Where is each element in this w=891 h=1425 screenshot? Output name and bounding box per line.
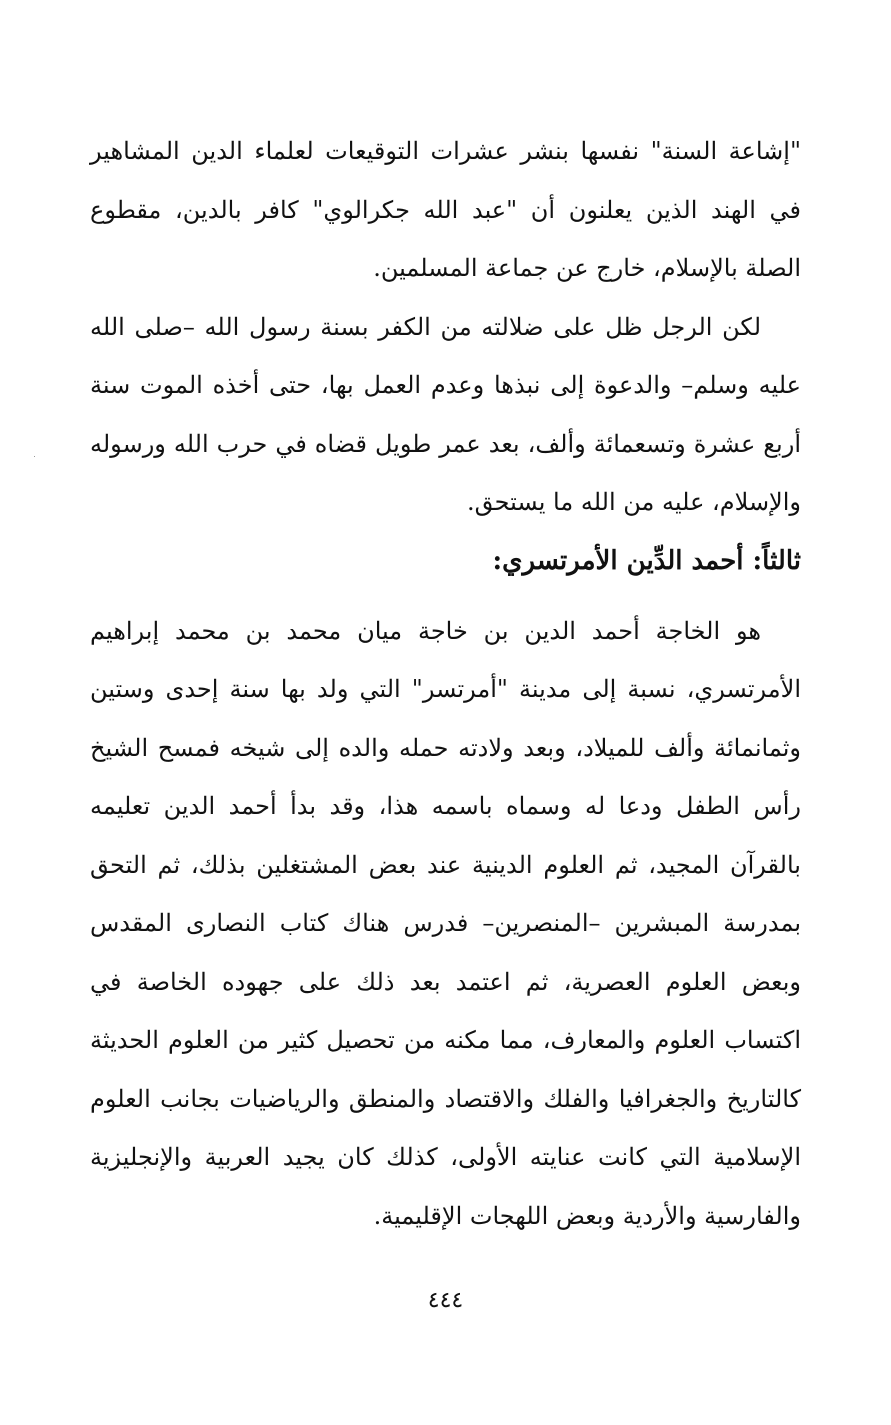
body-text <box>90 122 801 1245</box>
margin-dot <box>34 456 35 457</box>
paragraph-biography: هو الخاجة أحمد الدين بن خاجة ميان محمد بن محمد إبراهيم الأمرتسري، نسبة إلى مدينة "أمرتسر" التي ولد بها سنة إحدى وستين وثمانمائة وألف للميلاد، وبعد ولادته حمله والده إلى شيخه فمسح الشيخ رأس الطفل ودعا له وسماه باسمه هذا، وقد بدأ أحمد الدين تعليمه بالقرآن المجيد، ثم العلوم الدينية عند بعض المشتغلين بذلك، ثم التحق بمدرسة المبشرين –المنصرين– فدرس هناك كتاب النصارى المقدس وبعض العلوم العصرية، ثم اعتمد بعد ذلك على جهوده الخاصة في اكتساب العلوم والمعارف، مما مكنه من تحصيل كثير من العلوم الحديثة كالتاريخ والجغرافيا والفلك والاقتصاد والمنطق والرياضيات بجانب العلوم الإسلامية التي كانت عنايته الأولى، كذلك كان يجيد العربية والإنجليزية والفارسية والأردية وبعض اللهجات الإقليمية. <box>90 616 801 1230</box>
paragraph-continued: "إشاعة السنة" نفسها بنشر عشرات التوقيعات لعلماء الدين المشاهير في الهند الذين يعلنون أن "عبد الله جكرالوي" كافر بالدين، مقطوع الصلة بالإسلام، خارج عن جماعة المسلمين. <box>90 137 801 282</box>
paragraph-ending: لكن الرجل ظل على ضلالته من الكفر بسنة رسول الله –صلى الله عليه وسلم– والدعوة إلى نبذها وعدم العمل بها، حتى أخذه الموت سنة أربع عشرة وتسعمائة وألف، بعد عمر طويل قضاه في حرب الله ورسوله والإسلام، عليه من الله ما يستحق. <box>90 312 801 516</box>
page-number: ٤٤٤ <box>427 1288 464 1313</box>
section-heading: ثالثاً: أحمد الدِّين الأمرتسري: <box>492 545 801 576</box>
